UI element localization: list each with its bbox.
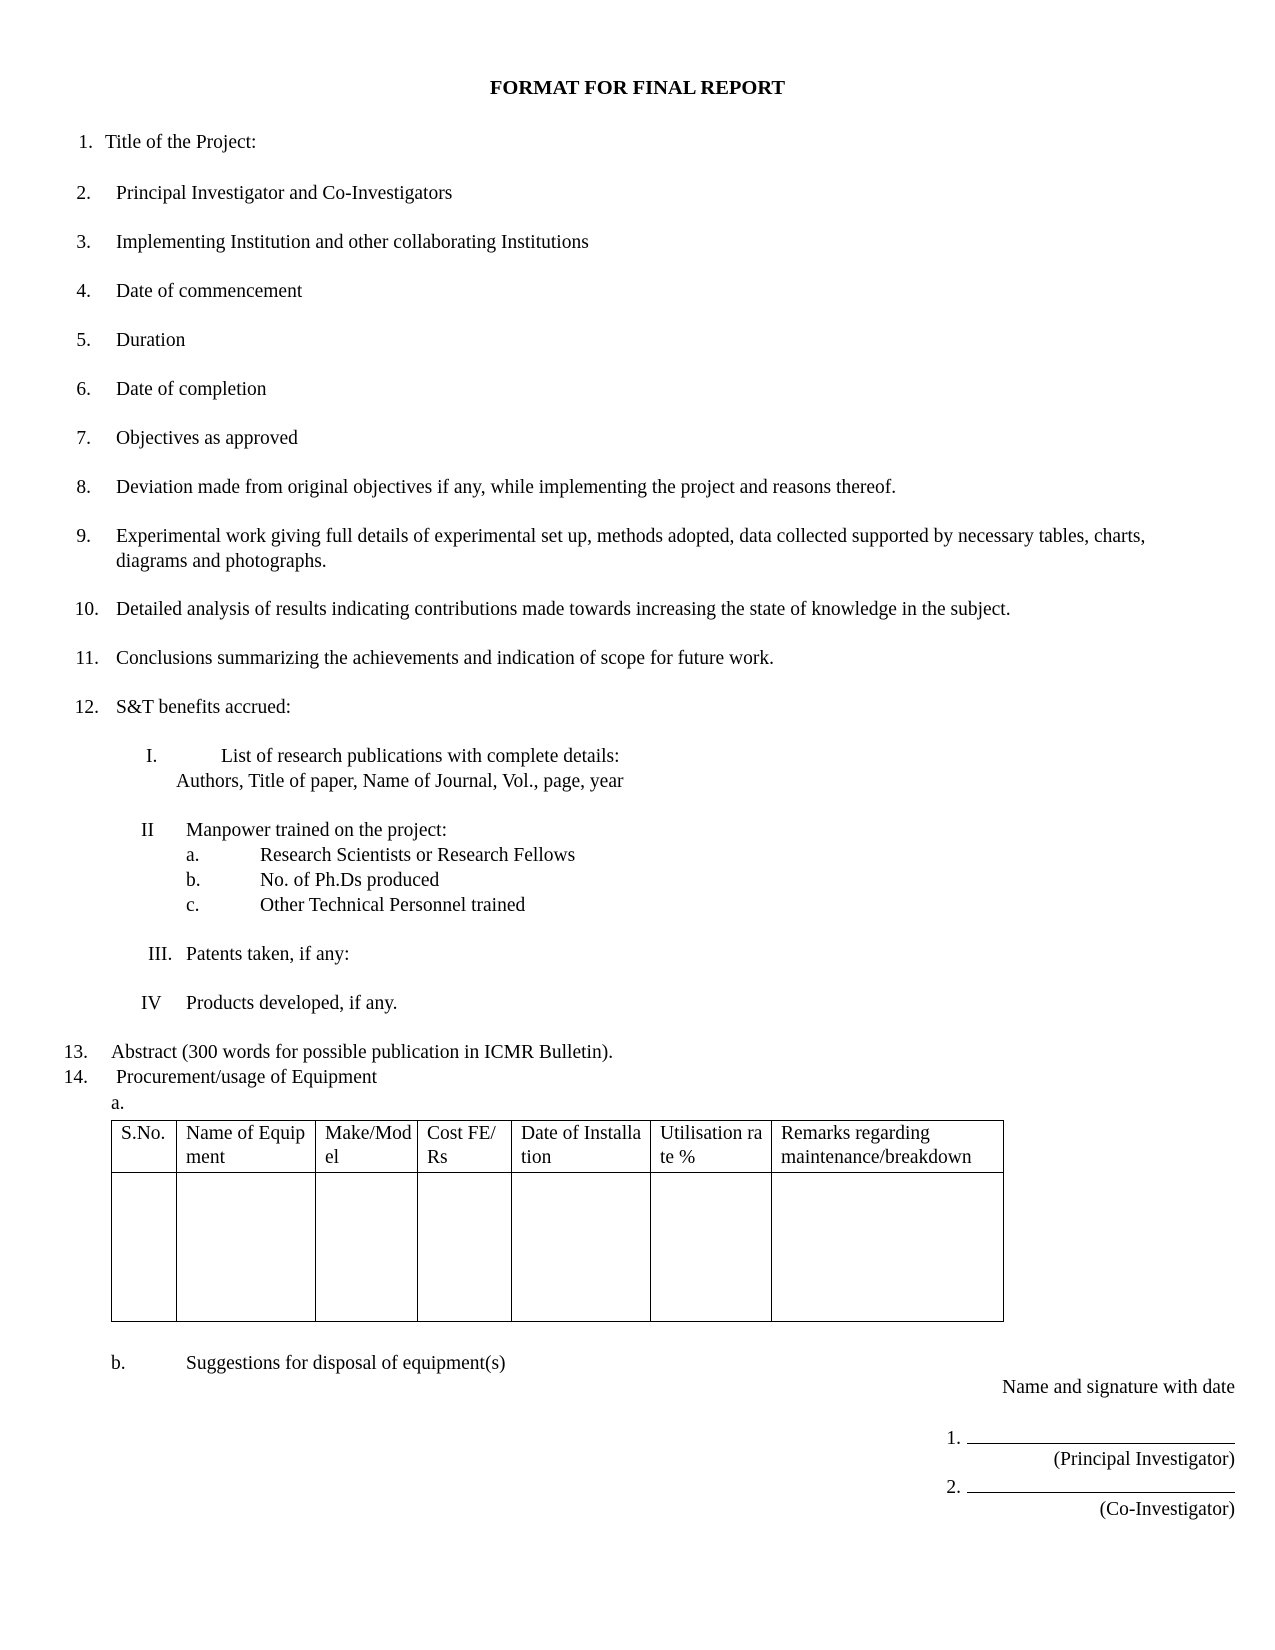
table-cell[interactable] (112, 1173, 177, 1322)
item-text: Objectives as approved (116, 428, 298, 449)
header-remarks: Remarks regarding maintenance/breakdown (772, 1121, 1004, 1173)
item-text: Detailed analysis of results indicating contributions made towards increasing the state of knowledge in the subject. (116, 599, 1011, 620)
item-number: 7. (76, 428, 91, 449)
item-text: Experimental work giving full details of experimental set up, methods adopted, data collected supported by necessary tables, charts, diagrams and photographs. (116, 526, 1146, 572)
item-text: Implementing Institution and other collaborating Institutions (116, 232, 589, 253)
item-number: 10. (74, 599, 99, 620)
item-number: 13. (63, 1042, 88, 1063)
sub-letter: b. (186, 870, 201, 891)
table-cell[interactable] (651, 1173, 772, 1322)
item-number: 2. (76, 183, 91, 204)
item-number: 4. (76, 281, 91, 302)
sub-letter: b. (111, 1353, 126, 1374)
table-row (112, 1173, 1004, 1322)
signature-number: 2. (946, 1477, 961, 1498)
item-number: 1. (78, 132, 93, 153)
item-number: 14. (63, 1067, 88, 1088)
item-number: 3. (76, 232, 91, 253)
header-sno: S.No. (112, 1121, 177, 1173)
item-number: 8. (76, 477, 91, 498)
item-number: 11. (75, 648, 99, 669)
header-cost: Cost FE/Rs (418, 1121, 512, 1173)
item-number: 12. (74, 697, 99, 718)
benefit-text: Manpower trained on the project: (186, 820, 447, 841)
benefit-text: Products developed, if any. (186, 993, 398, 1014)
sub-letter: c. (186, 895, 200, 916)
table-cell[interactable] (177, 1173, 316, 1322)
benefit-text: List of research publications with complete details: (221, 746, 620, 767)
item-text: Conclusions summarizing the achievements and indication of scope for future work. (116, 648, 774, 669)
benefit-text: Patents taken, if any: (186, 944, 350, 965)
item-text: Abstract (300 words for possible publication in ICMR Bulletin). (111, 1042, 614, 1063)
signature-number: 1. (946, 1428, 961, 1449)
item-text: Title of the Project: (105, 132, 257, 153)
signature-heading: Name and signature with date (1002, 1377, 1235, 1398)
item-text: Principal Investigator and Co-Investigators (116, 183, 453, 204)
page-title: FORMAT FOR FINAL REPORT (489, 77, 786, 99)
signature-line-2 (946, 1473, 1235, 1500)
sub-text: Research Scientists or Research Fellows (260, 845, 576, 866)
item-text: Date of commencement (116, 281, 303, 302)
item-number: 6. (76, 379, 91, 400)
item-number: 9. (76, 526, 91, 547)
item-number: 5. (76, 330, 91, 351)
sub-text: Other Technical Personnel trained (260, 895, 526, 916)
table-header-row (112, 1121, 1004, 1173)
sub-letter: a. (111, 1093, 125, 1114)
item-text: Date of completion (116, 379, 267, 400)
table-cell[interactable] (418, 1173, 512, 1322)
header-equipment-name: Name of Equipment (177, 1121, 316, 1173)
sub-letter: a. (186, 845, 200, 866)
item-text: Procurement/usage of Equipment (116, 1067, 378, 1088)
sub-text: Suggestions for disposal of equipment(s) (186, 1353, 506, 1374)
item-text: Duration (116, 330, 186, 351)
signature-role: (Principal Investigator) (1053, 1449, 1235, 1470)
table-cell[interactable] (772, 1173, 1004, 1322)
header-installation-date: Date of Installation (512, 1121, 651, 1173)
benefit-number: I. (146, 746, 158, 767)
signature-role: (Co-Investigator) (1099, 1499, 1235, 1520)
benefit-number: II (141, 820, 154, 841)
equipment-table (111, 1120, 1004, 1322)
table-cell[interactable] (316, 1173, 418, 1322)
benefit-number: IV (141, 993, 162, 1014)
header-utilisation-rate: Utilisation rate % (651, 1121, 772, 1173)
signature-blank[interactable] (967, 1424, 1235, 1444)
item-text: S&T benefits accrued: (116, 697, 292, 718)
item-text: Deviation made from original objectives if any, while implementing the project and reasons thereof. (116, 477, 897, 498)
benefit-number: III. (148, 944, 173, 965)
benefit-text: Authors, Title of paper, Name of Journal, Vol., page, year (176, 771, 624, 792)
signature-blank[interactable] (967, 1473, 1235, 1493)
header-make-model: Make/Model (316, 1121, 418, 1173)
sub-text: No. of Ph.Ds produced (260, 870, 440, 891)
table-cell[interactable] (512, 1173, 651, 1322)
